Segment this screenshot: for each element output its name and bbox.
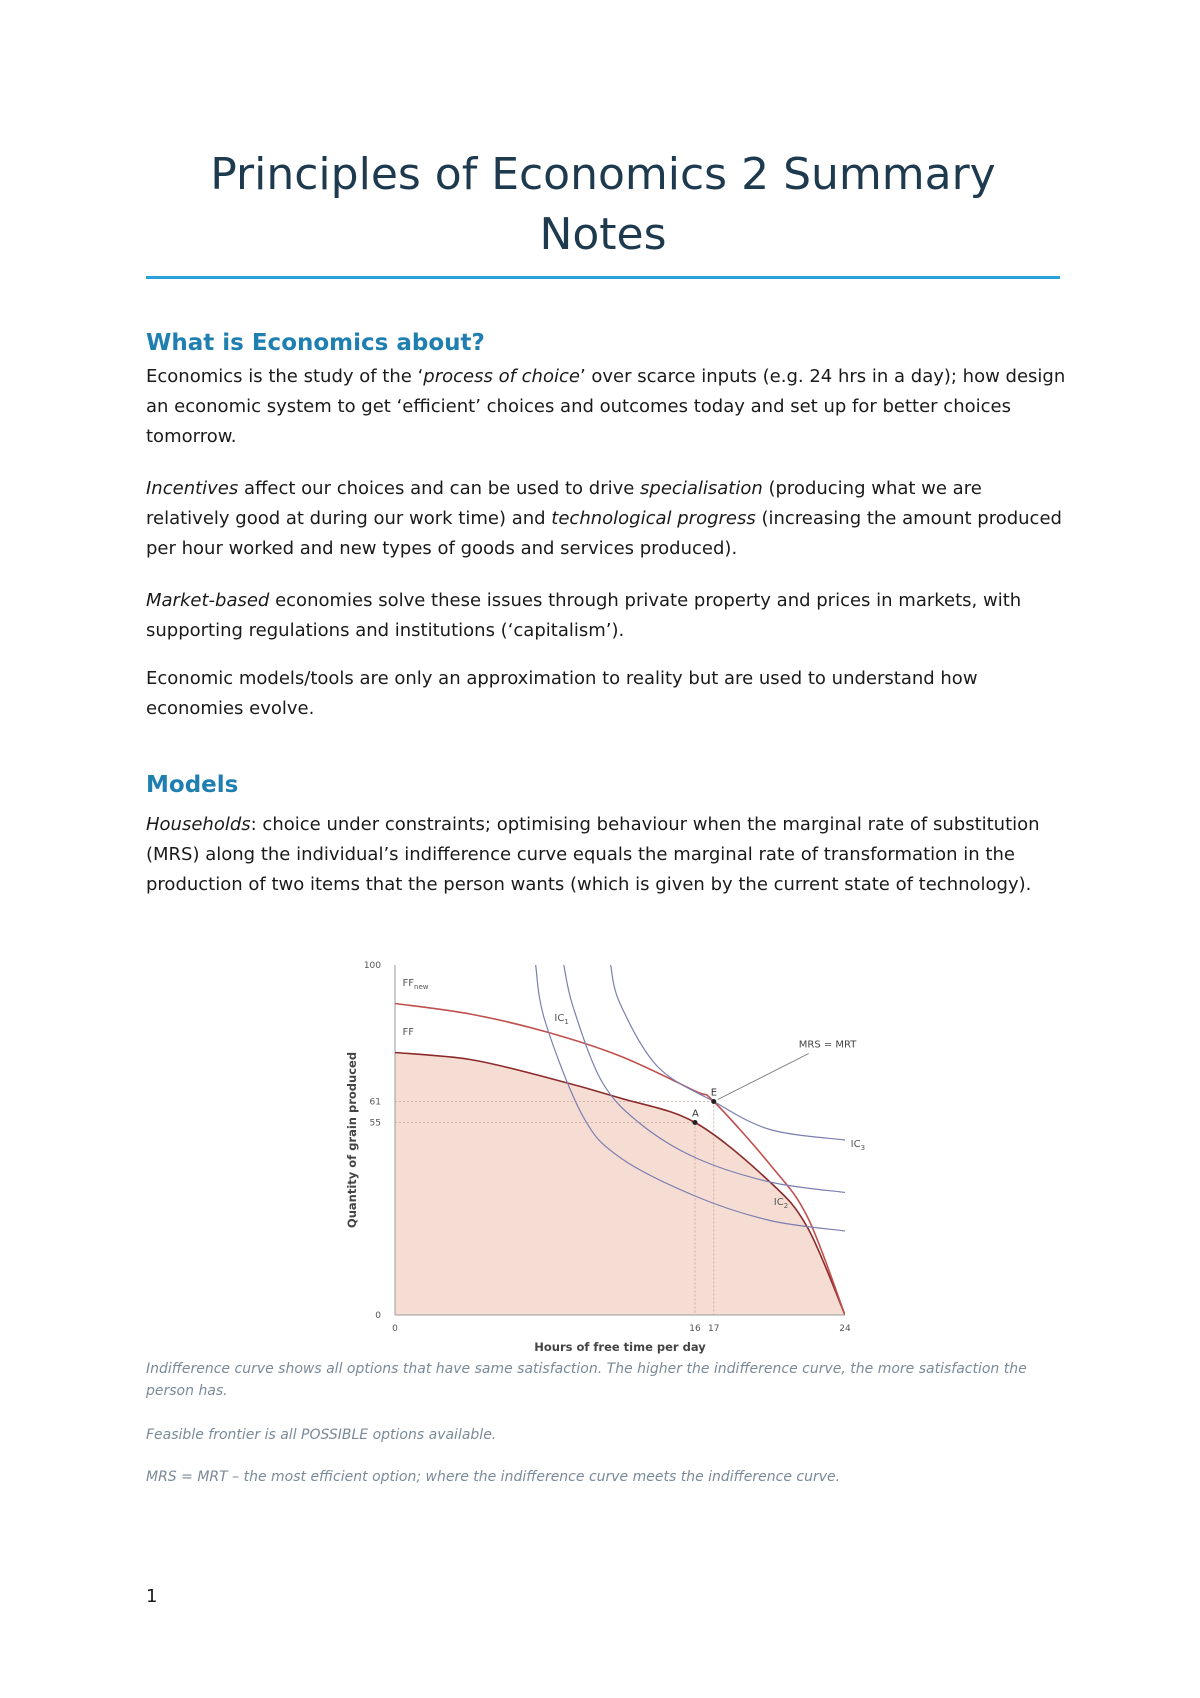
y-axis-label: Quantity of grain produced — [345, 1051, 359, 1229]
emphasis-text: process of choice — [423, 366, 580, 387]
caption-mrs-mrt: MRS = MRT – the most efficient option; where the indifference curve meets the indifference curve. — [146, 1469, 841, 1485]
text-run: ’ over scarce inputs (e.g. 24 hrs in a day); how design an economic system to get ‘efficient’ choices and outcomes today and set up for better choices tomorrow. — [146, 366, 1066, 447]
paragraph-market-based — [146, 586, 1066, 646]
paragraph-process-of-choice — [146, 362, 1066, 452]
emphasis-text: technological progress — [551, 508, 756, 529]
emphasis-text: specialisation — [640, 478, 763, 499]
y-tick-label: 55 — [369, 1118, 381, 1129]
x-tick-label: 24 — [839, 1324, 851, 1334]
series-label-ic3-subscript: 3 — [860, 1144, 866, 1152]
indifference-curve-chart — [340, 955, 880, 1354]
x-tick-label: 17 — [708, 1324, 720, 1334]
emphasis-text: Market-based — [146, 590, 270, 611]
text-run: Economic models/tools are only an approximation to reality but are used to understand how economies evolve. — [146, 668, 978, 719]
series-label-ic2: $IC_2$ — [773, 1196, 789, 1210]
point-label-A: A — [692, 1108, 699, 1120]
title-divider — [146, 276, 1060, 279]
y-tick-label: 61 — [369, 1097, 381, 1108]
text-run: economies solve these issues through private property and prices in markets, with supporting regulations and institutions (‘capitalism’). — [146, 590, 1022, 641]
section-heading-economics: What is Economics about? — [146, 330, 485, 356]
section-heading-models: Models — [146, 772, 239, 798]
document-title: Principles of Economics 2 Summary Notes — [210, 149, 996, 260]
y-tick-label: 100 — [363, 961, 381, 971]
series-label-ic3: $IC_3$ — [850, 1139, 866, 1152]
caption-feasible-frontier: Feasible frontier is all POSSIBLE options available. — [146, 1427, 497, 1443]
point-A — [693, 1120, 698, 1125]
paragraph-households — [146, 810, 1066, 900]
annotation-arrow — [718, 1054, 809, 1100]
text-run: : choice under constraints; optimising behaviour when the marginal rate of substitution (MRS) along the individual’s indifference curve equals the marginal rate of transformation in the production of two items that the person wants (which is given by the current state of technology). — [146, 814, 1040, 895]
annotation-mrs-mrt: MRS = MRT — [798, 1039, 857, 1051]
series-label-ic1-subscript: 1 — [564, 1018, 569, 1026]
text-run: affect our choices and can be used to drive — [238, 478, 641, 499]
x-tick-label: 0 — [392, 1324, 398, 1334]
paragraph-incentives — [146, 474, 1066, 564]
text-run: (increasing the amount produced per hour worked and new types of goods and services produced). — [146, 508, 1062, 559]
emphasis-text: Households — [146, 814, 251, 835]
series-label-ffnew: $FF_{new}$ — [402, 978, 429, 991]
emphasis-text: Incentives — [146, 478, 239, 499]
text-run: (producing what we are relatively good at during our work time) and — [146, 478, 982, 529]
page-number: 1 — [146, 1586, 158, 1607]
paragraph-economic-models — [146, 664, 1066, 724]
series-label-ic1: $IC_1$ — [554, 1013, 569, 1026]
point-E — [711, 1099, 716, 1104]
text-run: Economics is the study of the ‘ — [146, 366, 424, 387]
series-label-ff: FF — [402, 1027, 415, 1038]
x-tick-label: 16 — [689, 1324, 701, 1334]
series-label-ffnew-subscript: new — [414, 983, 429, 991]
y-tick-label: 0 — [375, 1311, 381, 1321]
series-label-ic2-subscript: 2 — [783, 1201, 789, 1210]
point-label-E: E — [710, 1087, 718, 1099]
caption-indifference-curve: Indifference curve shows all options that have same satisfaction. The higher the indifference curve, the more satisfaction the person has. — [146, 1361, 1027, 1399]
x-axis-label: Hours of free time per day — [534, 1340, 706, 1354]
